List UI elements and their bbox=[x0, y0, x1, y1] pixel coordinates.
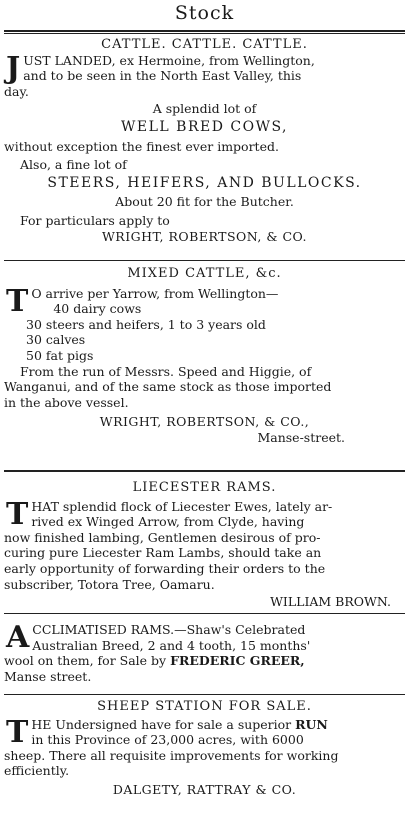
ad-cattle-body bbox=[4, 50, 405, 100]
ad-mixed-body bbox=[4, 283, 405, 364]
text-line: in the above vessel. bbox=[4, 394, 129, 410]
top-rule bbox=[4, 30, 405, 34]
text-line: HAT splendid flock of Liecester Ewes, lately ar- bbox=[31, 498, 333, 514]
text-line: O arrive per Yarrow, from Wellington— bbox=[31, 285, 279, 301]
ad-station-signature: DALGETY, RATTRAY & CO. bbox=[112, 781, 297, 797]
ad-cattle bbox=[4, 37, 405, 260]
ad-liecester-rams bbox=[4, 472, 405, 613]
text-line: Manse street. bbox=[4, 668, 92, 684]
run-word: RUN bbox=[295, 716, 328, 732]
ad-mixed-cattle bbox=[4, 261, 405, 470]
ad-cattle-heading: CATTLE. CATTLE. CATTLE. bbox=[101, 37, 308, 52]
ad-acclimatised-rams bbox=[4, 614, 405, 694]
text-line: sheep. There all requisite improvements for working bbox=[4, 747, 339, 763]
text-span: HE Undersigned have for sale a superior bbox=[31, 716, 296, 732]
ad-mixed-address: Manse-street. bbox=[257, 429, 345, 445]
text-line: Wanganui, and of the same stock as those imported bbox=[4, 379, 332, 395]
ad-cattle-signature: WRIGHT, ROBERTSON, & CO. bbox=[101, 228, 308, 244]
text-line: About 20 fit for the Butcher. bbox=[115, 194, 294, 210]
text-line: in this Province of 23,000 acres, with 6000 bbox=[31, 732, 304, 748]
ad-cattle-cows: WELL BRED COWS, bbox=[121, 118, 288, 135]
text-line: subscriber, Totora Tree, Oamaru. bbox=[4, 576, 215, 592]
text-line: Also, a fine lot of bbox=[20, 157, 127, 173]
ad-rams-signature: WILLIAM BROWN. bbox=[270, 594, 391, 610]
text-line bbox=[4, 653, 405, 669]
drop-cap: J bbox=[6, 50, 21, 86]
text-line: curing pure Liecester Ram Lambs, should take an bbox=[4, 545, 322, 561]
list-item: 40 dairy cows bbox=[53, 301, 142, 317]
text-line: A splendid lot of bbox=[152, 101, 257, 117]
text-line: and to be seen in the North East Valley, this bbox=[23, 68, 302, 84]
text-line: Australian Breed, 2 and 4 tooth, 15 months' bbox=[32, 637, 311, 653]
ad-cattle-steers: STEERS, HEIFERS, AND BULLOCKS. bbox=[47, 174, 362, 191]
ad-mixed-heading: MIXED CATTLE, &c. bbox=[127, 266, 282, 281]
ad-rams-body bbox=[4, 496, 405, 593]
list-item: 30 calves bbox=[26, 332, 86, 348]
drop-cap: T bbox=[6, 714, 29, 750]
ad-mixed-signature: WRIGHT, ROBERTSON, & CO., bbox=[99, 414, 310, 430]
text-line: CCLIMATISED RAMS.—Shaw's Celebrated bbox=[32, 622, 306, 637]
ad-station-heading: SHEEP STATION FOR SALE. bbox=[97, 699, 312, 714]
text-line: For particulars apply to bbox=[20, 212, 170, 228]
ad-sheep-station bbox=[4, 695, 405, 795]
list-item: 50 fat pigs bbox=[26, 347, 94, 363]
seller-name: FREDERIC GREER, bbox=[170, 653, 305, 669]
drop-cap: T bbox=[6, 496, 29, 532]
text-line: without exception the finest ever imported. bbox=[4, 138, 279, 154]
drop-cap: T bbox=[6, 283, 29, 319]
text-line: efficiently. bbox=[4, 763, 70, 779]
text-line bbox=[31, 717, 405, 733]
text-line: From the run of Messrs. Speed and Higgie, of bbox=[20, 363, 312, 379]
section-title: Stock bbox=[174, 2, 235, 24]
ad-station-body bbox=[4, 714, 405, 779]
drop-cap: A bbox=[6, 620, 30, 655]
text-line: early opportunity of forwarding their orders to the bbox=[4, 560, 326, 576]
list-item: 30 steers and heifers, 1 to 3 years old bbox=[26, 316, 266, 332]
ad-rams-heading: LIECESTER RAMS. bbox=[132, 480, 277, 495]
text-line: day. bbox=[4, 83, 29, 99]
text-line: UST LANDED, ex Hermoine, from Wellington, bbox=[23, 52, 315, 68]
text-line: rived ex Winged Arrow, from Clyde, having bbox=[31, 514, 305, 530]
text-span: wool on them, for Sale by bbox=[4, 653, 171, 669]
text-line: now finished lambing, Gentlemen desirous of pro- bbox=[4, 529, 321, 545]
